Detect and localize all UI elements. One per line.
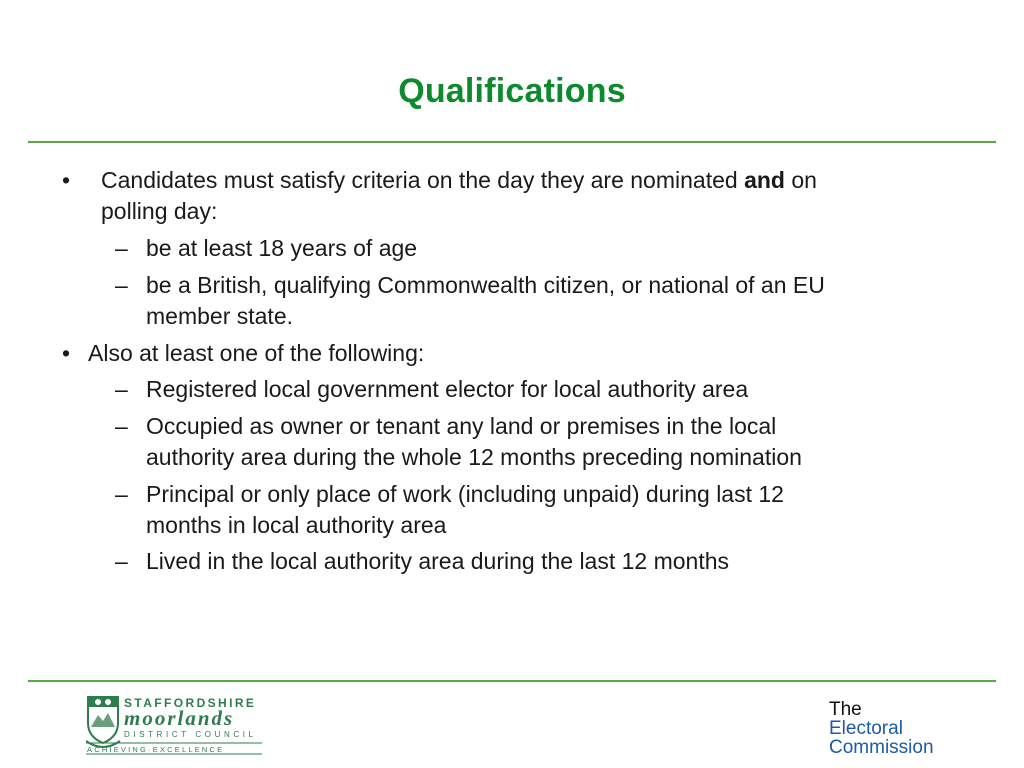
sub-item-citizenship-line-1: be a British, qualifying Commonwealth citizen, or national of an EU: [146, 272, 825, 298]
dash-marker: –: [115, 272, 128, 298]
council-logo: [86, 693, 266, 755]
commission-line-2: Electoral: [829, 718, 903, 739]
bullet-1-line-2: polling day:: [101, 198, 218, 224]
dash-marker: –: [115, 481, 128, 507]
electoral-commission-logo: [829, 700, 934, 757]
slide-title: Qualifications: [398, 72, 626, 110]
sub-item-occupied-line-2: authority area during the whole 12 months preceding nomination: [146, 444, 802, 470]
shield-icon: [86, 697, 120, 747]
dash-marker: –: [115, 413, 128, 439]
bullet-1-line-1: Candidates must satisfy criteria on the day they are nominated and on: [101, 167, 817, 193]
bottom-divider: [28, 680, 996, 682]
sub-item-work-line-1: Principal or only place of work (including unpaid) during last 12: [146, 481, 784, 507]
dash-marker: –: [115, 548, 128, 574]
top-divider: [28, 141, 996, 143]
commission-line-3: Commission: [829, 737, 934, 758]
bullet-2-line-1: Also at least one of the following:: [88, 340, 425, 366]
commission-line-1: The: [829, 699, 862, 720]
sub-item-age: be at least 18 years of age: [146, 235, 418, 261]
bold-emphasis: and: [744, 167, 785, 193]
council-line-1: STAFFORDSHIRE: [124, 696, 257, 710]
sub-item-occupied-line-1: Occupied as owner or tenant any land or premises in the local: [146, 413, 777, 439]
bullet-marker: •: [62, 340, 71, 366]
dash-marker: –: [115, 235, 128, 261]
sub-item-citizenship-line-2: member state.: [146, 303, 293, 329]
sub-item-elector: Registered local government elector for local authority area: [146, 376, 749, 402]
council-line-3: DISTRICT COUNCIL: [124, 730, 257, 739]
council-line-2: moorlands: [124, 706, 235, 730]
sub-item-lived: Lived in the local authority area during the last 12 months: [146, 548, 730, 574]
council-motto: ACHIEVING·EXCELLENCE: [87, 745, 225, 754]
dash-marker: –: [115, 376, 128, 402]
bullet-marker: •: [62, 167, 71, 193]
sub-item-work-line-2: months in local authority area: [146, 512, 447, 538]
